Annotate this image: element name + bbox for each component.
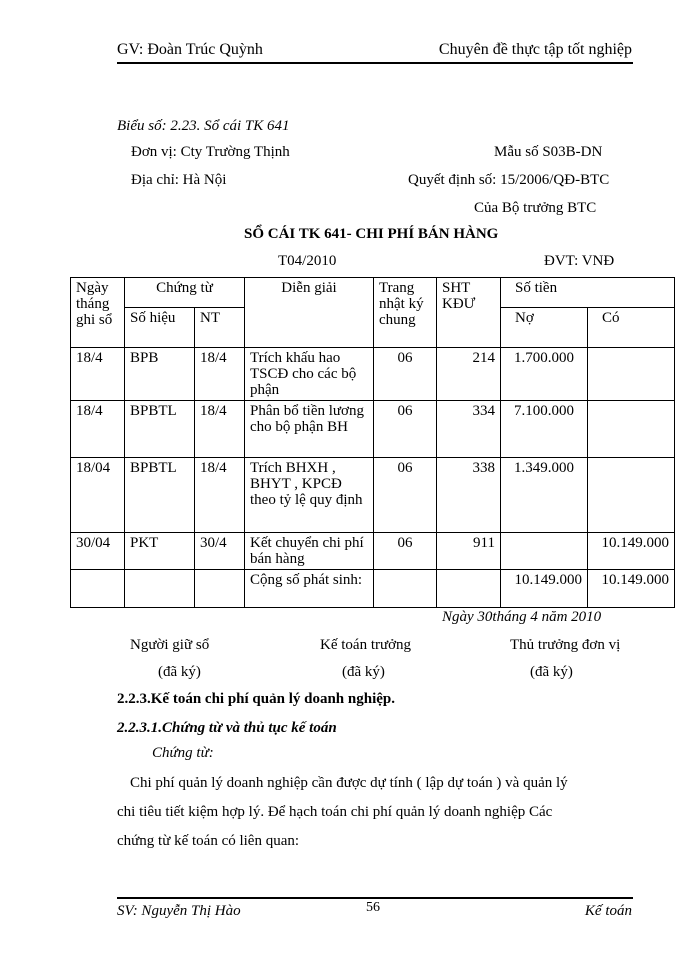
- row-journal-page: 06: [374, 458, 437, 533]
- row-voucher-no: PKT: [125, 533, 195, 570]
- header-voucher-date: NT: [195, 308, 245, 348]
- total-credit: 10.149.000: [588, 570, 675, 608]
- row-account: 338: [437, 458, 501, 533]
- row-voucher-no: BPBTL: [125, 401, 195, 458]
- signer-sig-keeper: (đã ký): [158, 664, 201, 680]
- header-debit: Nợ: [501, 308, 588, 348]
- row-description: Trích khấu hao TSCĐ cho các bộ phận: [245, 348, 374, 401]
- row-account: 334: [437, 401, 501, 458]
- footer-right: Kế toán: [584, 903, 632, 919]
- row-description: Trích BHXH , BHYT , KPCĐ theo tỷ lệ quy định: [245, 458, 374, 533]
- signer-role-chief-accountant: Kế toán trưởng: [320, 637, 412, 653]
- unit-name: Đơn vị: Cty Trường Thịnh: [131, 144, 290, 160]
- header-right: Chuyên đề thực tập tốt nghiệp: [438, 41, 632, 58]
- row-journal-page: 06: [374, 401, 437, 458]
- footer-left: SV: Nguyễn Thị Hào: [117, 903, 241, 919]
- row-account: 214: [437, 348, 501, 401]
- form-template: Mẫu số S03B-DN: [494, 144, 603, 160]
- header-voucher: Chứng từ: [125, 278, 245, 308]
- header-amount: Số tiền: [501, 278, 675, 308]
- header-rule: [117, 62, 633, 64]
- decision-number: Quyết định số: 15/2006/QĐ-BTC: [408, 172, 610, 188]
- ledger-title: SỔ CÁI TK 641- CHI PHÍ BÁN HÀNG: [244, 226, 499, 242]
- header-left: GV: Đoàn Trúc Quỳnh: [117, 41, 263, 58]
- row-journal-page: 06: [374, 533, 437, 570]
- table-total-row: [71, 570, 675, 608]
- total-label: Cộng số phát sinh:: [245, 570, 374, 608]
- table-row: [71, 458, 675, 533]
- row-credit: [588, 401, 675, 458]
- row-description: Phân bổ tiền lương cho bộ phận BH: [245, 401, 374, 458]
- signer-sig-chief-accountant: (đã ký): [342, 664, 385, 680]
- total-debit: 10.149.000: [501, 570, 588, 608]
- form-caption: Biểu số: 2.23. Sổ cái TK 641: [117, 118, 290, 134]
- row-date: 30/04: [71, 533, 125, 570]
- row-debit: 7.100.000: [501, 401, 588, 458]
- row-date: 18/04: [71, 458, 125, 533]
- paragraph-line-3: chứng từ kế toán có liên quan:: [117, 833, 300, 849]
- currency-unit: ĐVT: VNĐ: [544, 253, 615, 269]
- row-credit: [588, 458, 675, 533]
- row-journal-page: 06: [374, 348, 437, 401]
- section-heading: 2.2.3.Kế toán chi phí quản lý doanh nghiệp.: [117, 691, 396, 707]
- header-date: Ngày tháng ghi sổ: [71, 278, 125, 348]
- ledger-table: [70, 277, 675, 608]
- paragraph-line-2: chi tiêu tiết kiệm hợp lý. Để hạch toán chi phí quản lý doanh nghiệp Các: [117, 804, 553, 820]
- row-voucher-date: 18/4: [195, 401, 245, 458]
- row-voucher-date: 18/4: [195, 348, 245, 401]
- signer-role-director: Thủ trưởng đơn vị: [510, 637, 621, 653]
- header-journal-page: Trang nhật ký chung: [374, 278, 437, 348]
- row-debit: 1.349.000: [501, 458, 588, 533]
- row-account: 911: [437, 533, 501, 570]
- decision-issuer: Của Bộ trưởng BTC: [474, 200, 597, 216]
- page-number: 56: [366, 900, 380, 915]
- header-credit: Có: [588, 308, 675, 348]
- row-credit: 10.149.000: [588, 533, 675, 570]
- row-voucher-date: 18/4: [195, 458, 245, 533]
- header-description: Diễn giải: [245, 278, 374, 348]
- header-account: SHT KĐƯ: [437, 278, 501, 348]
- row-credit: [588, 348, 675, 401]
- header-voucher-no: Số hiệu: [125, 308, 195, 348]
- ledger-period: T04/2010: [278, 253, 337, 269]
- row-voucher-no: BPB: [125, 348, 195, 401]
- row-debit: 1.700.000: [501, 348, 588, 401]
- row-voucher-date: 30/4: [195, 533, 245, 570]
- table-row: [71, 533, 675, 570]
- row-date: 18/4: [71, 401, 125, 458]
- row-debit: [501, 533, 588, 570]
- unit-address: Địa chỉ: Hà Nội: [131, 172, 227, 188]
- table-row: [71, 401, 675, 458]
- subsection-heading: 2.2.3.1.Chứng từ và thủ tục kế toán: [117, 720, 337, 736]
- row-date: 18/4: [71, 348, 125, 401]
- table-row: [71, 348, 675, 401]
- row-description: Kết chuyển chi phí bán hàng: [245, 533, 374, 570]
- signer-role-keeper: Người giữ sổ: [130, 637, 210, 653]
- signer-sig-director: (đã ký): [530, 664, 573, 680]
- footer-rule: [117, 897, 633, 899]
- documents-label: Chứng từ:: [152, 745, 214, 761]
- signoff-date: Ngày 30tháng 4 năm 2010: [442, 609, 602, 625]
- paragraph-line-1: Chi phí quản lý doanh nghiệp cần được dự tính ( lập dự toán ) và quản lý: [130, 775, 568, 791]
- row-voucher-no: BPBTL: [125, 458, 195, 533]
